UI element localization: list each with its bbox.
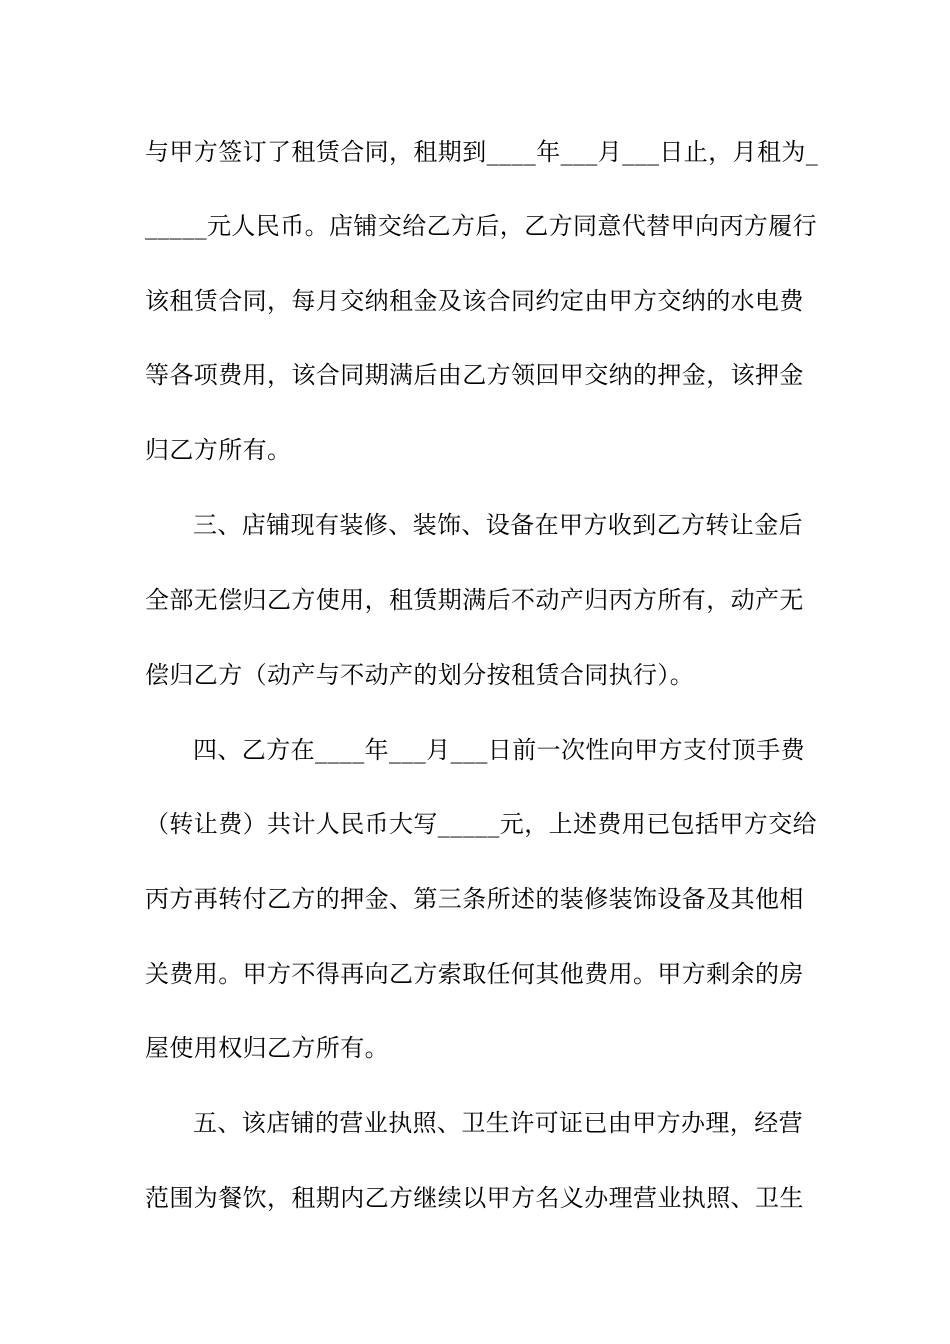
text-line-2: _____元人民币。店铺交给乙方后，乙方同意代替甲向丙方履行 [145,212,817,240]
text-line-13: 屋使用权归乙方所有。 [145,1034,389,1062]
text-line-11: 丙方再转付乙方的押金、第三条所述的装修装饰设备及其他相 [145,885,804,913]
paragraph-4-start: 四、乙方在____年___月___日前一次性向甲方支付顶手费 [193,736,805,764]
text-line-5: 归乙方所有。 [145,436,292,464]
text-line-7: 全部无偿归乙方使用，租赁期满后不动产归丙方所有，动产无 [145,586,804,614]
text-line-15: 范围为餐饮，租期内乙方继续以甲方名义办理营业执照、卫生 [145,1184,804,1212]
text-line-10: （转让费）共计人民币大写_____元，上述费用已包括甲方交给 [145,810,817,838]
paragraph-3-start: 三、店铺现有装修、装饰、设备在甲方收到乙方转让金后 [193,511,803,539]
text-line-8: 偿归乙方（动产与不动产的划分按租赁合同执行）。 [145,661,695,689]
text-line-4: 等各项费用，该合同期满后由乙方领回甲交纳的押金，该押金 [145,361,804,389]
text-line-1: 与甲方签订了租赁合同，租期到____年___月___日止，月租为_ [145,138,819,166]
text-line-12: 关费用。甲方不得再向乙方索取任何其他费用。甲方剩余的房 [145,960,804,988]
text-line-3: 该租赁合同，每月交纳租金及该合同约定由甲方交纳的水电费 [145,287,804,315]
paragraph-5-start: 五、该店铺的营业执照、卫生许可证已由甲方办理，经营 [193,1109,803,1137]
